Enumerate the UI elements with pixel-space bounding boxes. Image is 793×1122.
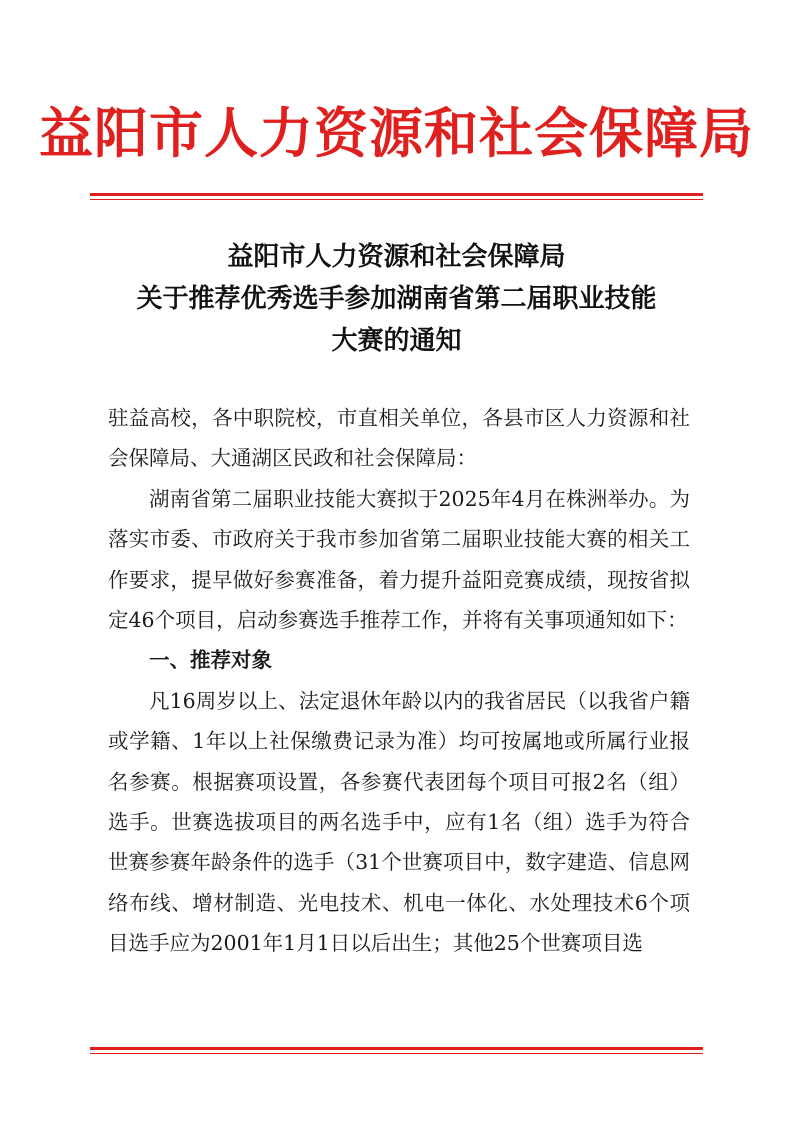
paragraph-eligibility: 凡16周岁以上、法定退休年龄以内的我省居民（以我省户籍或学籍、1年以上社保缴费记录为准）均可按属地或所属行业报名参赛。根据赛项设置，各参赛代表团每个项目可报2名（组）选手。世赛选拔项目的两名选手中，应有1名（组）选手为符合世赛参赛年龄条件的选手（31个世赛项目中，数字建造、信息网络布线、增材制造、光电技术、机电一体化、水处理技术6个项目选手应为2001年1月1日以后出生；其他25个世赛项目选 bbox=[108, 688, 690, 956]
salutation: 驻益高校，各中职院校，市直相关单位，各县市区人力资源和社会保障局、大通湖区民政和社会保障局： bbox=[108, 406, 690, 471]
letterhead-org-name: 益阳市人力资源和社会保障局 bbox=[39, 101, 754, 165]
title-line-3: 大赛的通知 bbox=[331, 326, 462, 356]
title-line-2: 关于推荐优秀选手参加湖南省第二届职业技能 bbox=[136, 284, 657, 314]
document-title bbox=[90, 236, 703, 362]
letterhead-rule-thin bbox=[90, 199, 703, 200]
footer-rule-thin bbox=[90, 1053, 703, 1054]
section-heading-1: 一、推荐对象 bbox=[149, 648, 272, 673]
paragraph-intro: 湖南省第二届职业技能大赛拟于2025年4月在株洲举办。为落实市委、市政府关于我市参加省第二届职业技能大赛的相关工作要求，提早做好参赛准备，着力提升益阳竞赛成绩，现按省拟定46个项目，启动参赛选手推荐工作，并将有关事项通知如下： bbox=[108, 486, 690, 633]
title-line-1: 益阳市人力资源和社会保障局 bbox=[227, 242, 566, 272]
letterhead-rule-thick bbox=[90, 193, 703, 196]
footer-rule-thick bbox=[90, 1047, 703, 1050]
document-body bbox=[108, 398, 690, 964]
